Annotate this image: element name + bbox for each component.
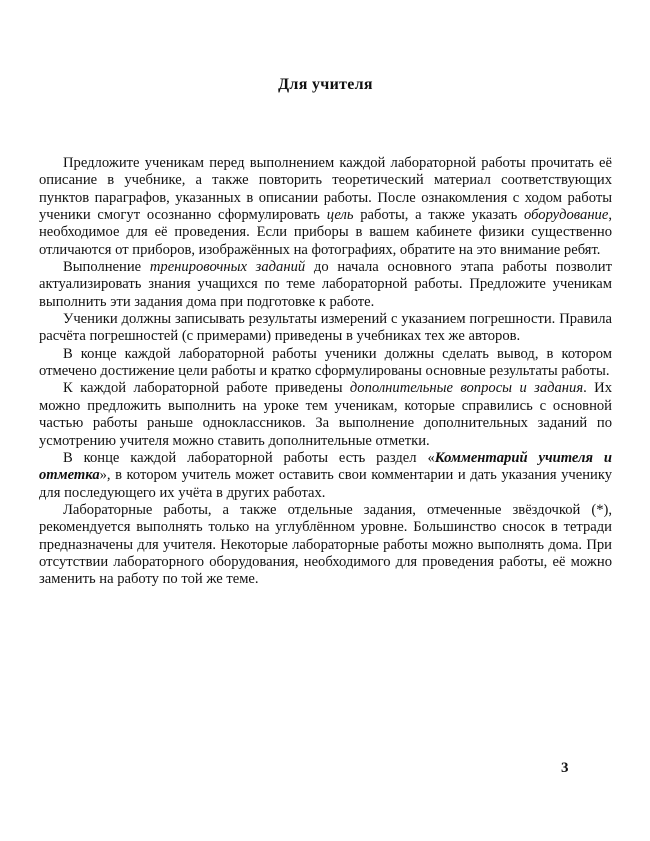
text-run: К каждой лабораторной работе приведены: [63, 380, 350, 397]
text-run: Предложите ученикам перед выполнением каждой лабораторной работы прочитать её описание в учебнике, а также повторить теоретический материал соответствующих пунктов параграфов, указанных в описании работы. После ознакомления с ходом работы ученики смогут осознанно сформулировать: [39, 155, 612, 224]
text-run: Комментарий учителя и отметка: [39, 449, 612, 484]
text-run: цель: [326, 207, 354, 224]
text-run: дополнительные вопросы и задания: [349, 380, 584, 397]
text-run: Выполнение: [63, 259, 150, 276]
text-run: оборудование: [524, 207, 609, 224]
paragraph: [39, 346, 612, 381]
text-run: Лабораторные работы, а также отдельные задания, отмеченные звёздочкой (*), рекомендуется выполнять только на углублённом уровне. Большинство сносок в тетради предназначены для учителя. Некоторые лабораторные работы можно выполнять дома. При отсутствии лабораторного оборудования, необходимого для проведения работы, её можно заменить на работу по той же теме.: [39, 501, 612, 588]
text-run: тренировочных заданий: [149, 259, 306, 276]
text-run: Ученики должны записывать результаты измерений с указанием погрешности. Правила расчёта погрешностей (с примерами) приведены в учебниках тех же авторов.: [39, 311, 612, 345]
paragraph: [39, 259, 612, 311]
body-text: [39, 155, 612, 589]
text-run: В конце каждой лабораторной работы есть раздел «: [63, 449, 435, 466]
paragraph: [39, 155, 612, 259]
text-run: , необходимое для её проведения. Если приборы в вашем кабинете физики существенно отличаются от приборов, изображённых на фотографиях, обратите на это внимание ребят.: [39, 207, 612, 258]
paragraph: [39, 450, 612, 502]
text-run: работы, а также указать: [353, 207, 525, 224]
page-title: Для учителя: [278, 76, 373, 93]
text-run: до начала основного этапа работы позволит актуализировать знания учащихся по теме лабораторной работы. Предложите ученикам выполнить эти задания дома при подготовке к работе.: [39, 259, 612, 310]
content-area: [39, 0, 612, 589]
paragraph: [39, 311, 612, 346]
text-run: . Их можно предложить выполнить на уроке тем ученикам, которые справились с основной частью работы раньше одноклассников. За выполнение дополнительных заданий по усмотрению учителя можно ставить дополнительные отметки.: [39, 380, 612, 449]
text-run: », в котором учитель может оставить свои комментарии и дать указания ученику для последующего их учёта в других работах.: [39, 467, 612, 501]
paragraph: [39, 380, 612, 449]
text-run: В конце каждой лабораторной работы ученики должны сделать вывод, в котором отмечено достижение цели работы и кратко сформулированы основные результаты работы.: [39, 345, 612, 380]
paragraph: [39, 502, 612, 589]
page-number: 3: [561, 760, 569, 776]
